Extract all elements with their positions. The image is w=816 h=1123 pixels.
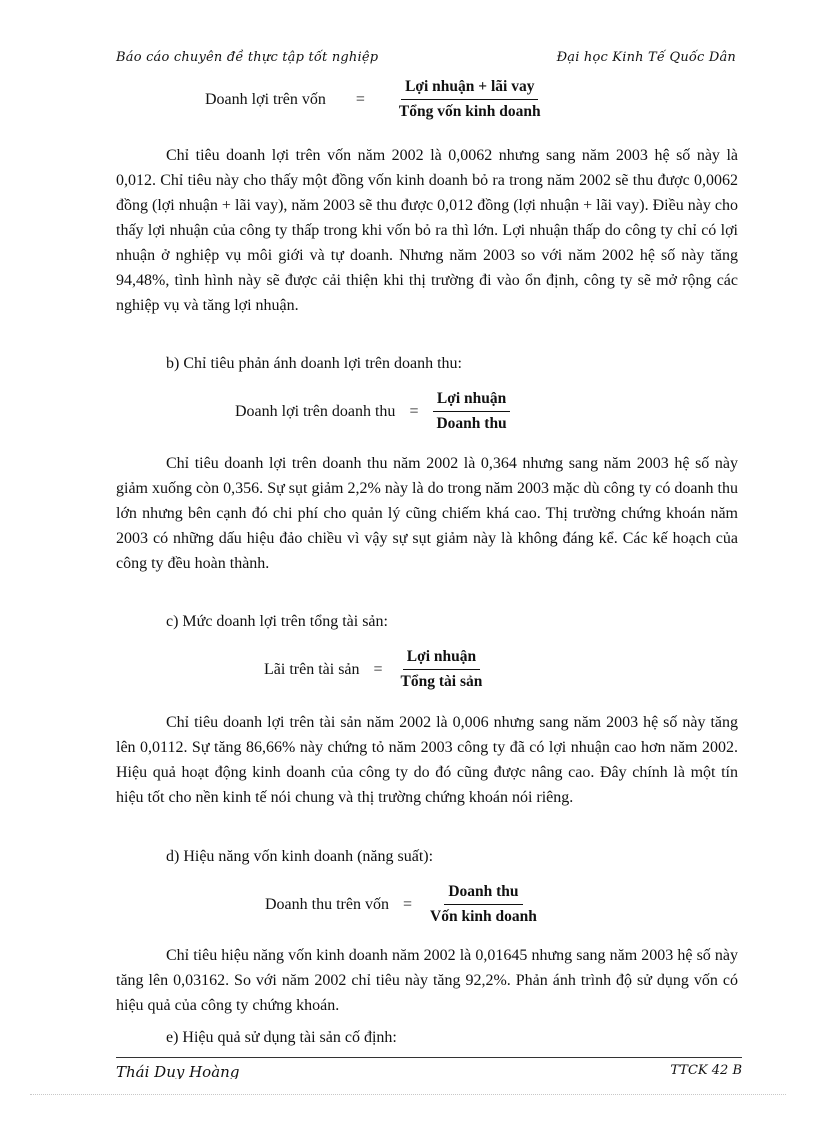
fraction — [395, 78, 545, 121]
heading-c: c) Mức doanh lợi trên tổng tài sản: — [166, 613, 388, 630]
equals-sign: = — [402, 895, 413, 913]
fraction — [432, 390, 510, 433]
fraction-denominator: Doanh thu — [436, 415, 507, 432]
formula-return-on-capital — [205, 78, 545, 121]
paragraph-capital-turnover: Chỉ tiêu hiệu năng vốn kinh doanh năm 2002 là 0,01645 nhưng sang năm 2003 hệ số này tăng lên 0,03162. So với năm 2002 chỉ tiêu này tăng 92,2%. Phản ánh trình độ sử dụng vốn có hiệu quả của công ty chứng khoán. — [116, 947, 738, 1014]
formula-capital-turnover — [265, 883, 541, 926]
equals-sign: = — [373, 660, 383, 678]
fraction-numerator: Lợi nhuận — [403, 648, 480, 670]
footer-divider — [116, 1057, 742, 1058]
paragraph-return-on-assets: Chỉ tiêu doanh lợi trên tài sản năm 2002 là 0,006 nhưng sang năm 2003 hệ số này tăng lên 0,0112. Sự tăng 86,66% này chứng tỏ năm 2003 công ty đã có lợi nhuận cao hơn năm 2002. Hiệu quả hoạt động kinh doanh của công ty do đó cũng được nâng cao. Đây chính là một tín hiệu tốt cho nền kinh tế nói chung và thị trường chứng khoán nói riêng. — [116, 714, 738, 806]
header-report-title: Báo cáo chuyên đề thực tập tốt nghiệp — [116, 50, 379, 65]
fraction-denominator: Vốn kinh doanh — [430, 908, 537, 925]
heading-b: b) Chỉ tiêu phản ánh doanh lợi trên doanh thu: — [166, 355, 462, 372]
equals-sign: = — [355, 90, 365, 108]
footer-class: TTCK 42 B — [670, 1063, 742, 1078]
fraction-denominator: Tổng vốn kinh doanh — [398, 103, 541, 120]
heading-d: d) Hiệu năng vốn kinh doanh (năng suất): — [166, 848, 434, 865]
fraction-denominator: Tổng tài sản — [400, 673, 483, 690]
page-header — [116, 50, 736, 72]
fraction-numerator: Lợi nhuận + lãi vay — [401, 78, 538, 100]
paragraph-return-on-revenue: Chỉ tiêu doanh lợi trên doanh thu năm 2002 là 0,364 nhưng sang năm 2003 hệ số này giảm xuống còn 0,356. Sự sụt giảm 2,2% này là do trong năm 2003 mặc dù công ty có doanh thu lớn nhưng bên cạnh đó chi phí cho quản lý cũng chiếm khá cao. Thị trường chứng khoán năm 2003 có những dấu hiệu đảo chiều vì vậy sự sụt giảm này là không đáng kể. Các kế hoạch của công ty đều hoàn thành. — [116, 455, 738, 572]
formula-lhs: Lãi trên tài sản — [264, 660, 360, 678]
heading-e: e) Hiệu quả sử dụng tài sản cố định: — [166, 1029, 397, 1046]
page-footer — [116, 1063, 742, 1079]
formula-lhs: Doanh lợi trên doanh thu — [235, 402, 396, 420]
header-university: Đại học Kinh Tế Quốc Dân — [556, 50, 736, 65]
formula-return-on-revenue — [235, 390, 511, 433]
formula-lhs: Doanh thu trên vốn — [265, 895, 389, 913]
fraction — [426, 883, 541, 926]
formula-lhs: Doanh lợi trên vốn — [205, 90, 326, 108]
equals-sign: = — [409, 402, 419, 420]
fraction-numerator: Doanh thu — [444, 883, 522, 905]
paragraph-return-on-capital: Chỉ tiêu doanh lợi trên vốn năm 2002 là 0,0062 nhưng sang năm 2003 hệ số này là 0,012. Chỉ tiêu này cho thấy một đồng vốn kinh doanh bỏ ra trong năm 2002 sẽ thu được 0,0062 đồng (lợi nhuận + lãi vay), năm 2003 sẽ thu được 0,012 đồng (lợi nhuận + lãi vay). Điều này cho thấy lợi nhuận của công ty thấp trong khi vốn bỏ ra thì lớn. Lợi nhuận thấp do công ty chỉ có lợi nhuận ở nghiệp vụ môi giới và tự doanh. Nhưng năm 2003 so với năm 2002 hệ số này tăng 94,48%, tình hình này sẽ được cải thiện khi thị trường đi vào ổn định, công ty sẽ mở rộng các nghiệp vụ và tăng lợi nhuận. — [116, 147, 738, 314]
fraction-numerator: Lợi nhuận — [433, 390, 510, 412]
fraction — [397, 648, 487, 691]
footer-author: Thái Duy Hoàng — [116, 1063, 240, 1079]
page-bottom-dotted-line — [30, 1094, 786, 1095]
formula-return-on-assets — [264, 648, 486, 691]
